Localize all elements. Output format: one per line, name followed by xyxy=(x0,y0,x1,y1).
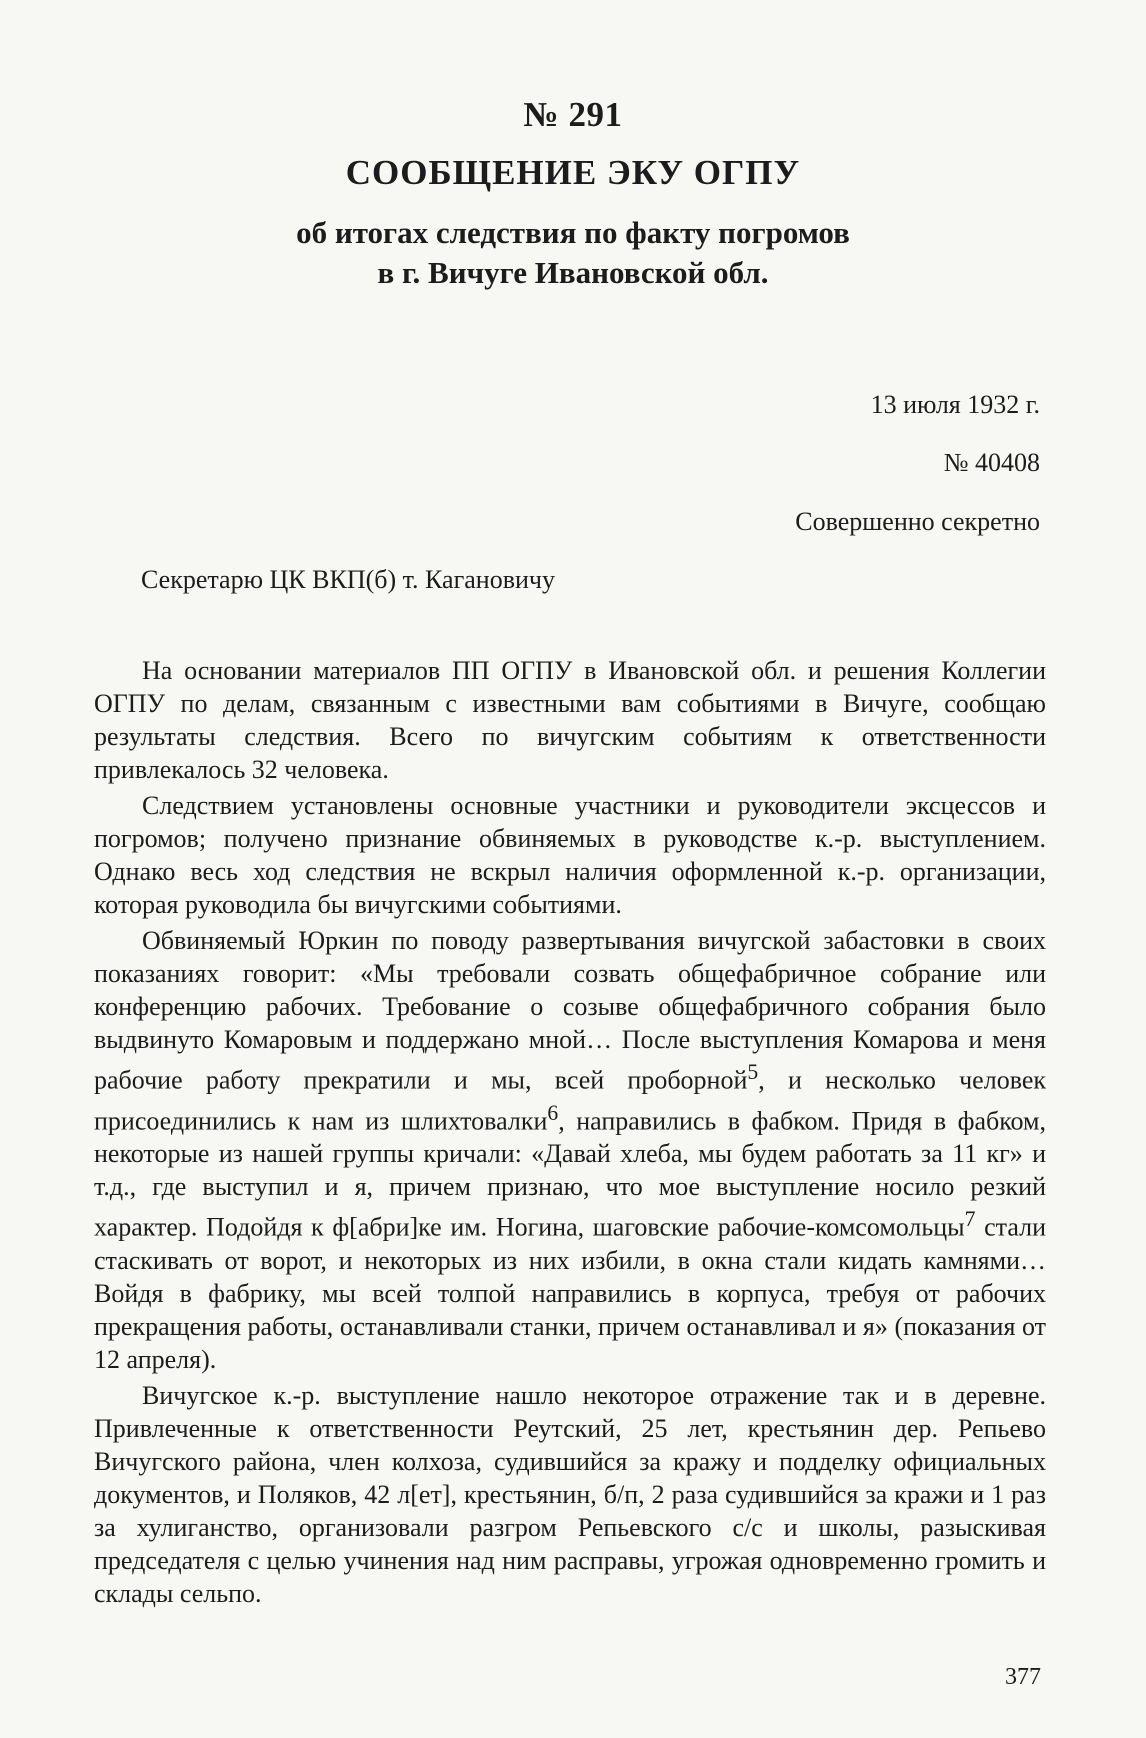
paragraph-2: Следствием установлены основные участники и руководители эксцессов и погромов; получено признание обвиняемых в руководстве к.-р. выступлением. Однако весь ход следствия не вскрыл наличия оформленной к.-р. организации, которая руководила бы вичугскими событиями. xyxy=(94,791,1046,919)
classification-label: Совершенно секретно xyxy=(795,507,1040,536)
page-number: 377 xyxy=(1005,1664,1041,1690)
paragraph-3-part-a: Обвиняемый Юркин по поводу развертывания вичугской забастовки в своих показаниях говорит: «Мы требовали созвать общефабричное собрание или конференцию рабочих. Требование о созыве общефабричного собрания было выдвинуто Комаровым и поддержано мной… После выступления Комарова и меня рабочие работу прекратили и мы, всей проборной xyxy=(94,926,1046,1095)
footnote-ref-6: 6 xyxy=(547,1100,559,1125)
subtitle-line-2: в г. Вичуге Ивановской обл. xyxy=(377,255,769,290)
paragraph-3-part-b: , и несколько человек присоединились к нам из шлихтовалки xyxy=(94,1065,1046,1136)
document-title: СООБЩЕНИЕ ЭКУ ОГПУ xyxy=(345,153,801,192)
document-number: № 291 xyxy=(523,95,623,134)
document-date: 13 июля 1932 г. xyxy=(870,390,1040,419)
paragraph-3 xyxy=(94,924,1046,1376)
paragraph-1: На основании материалов ПП ОГПУ в Ивановской обл. и решения Коллегии ОГПУ по делам, связанным с известными вам событиями в Вичуге, сообщаю результаты следствия. Всего по вичугским событиям к ответственности привлекалось 32 человека. xyxy=(94,656,1046,784)
addressee: Секретарю ЦК ВКП(б) т. Кагановичу xyxy=(141,565,555,594)
footnote-ref-7: 7 xyxy=(964,1207,976,1232)
document-subtitle xyxy=(0,213,1146,293)
document-body xyxy=(94,654,1046,1613)
paragraph-3-part-d: стали стаскивать от ворот, и некоторых из них избили, в окна стали кидать камнями… Войдя в фабрику, мы всей толпой направились в корпуса, требуя от рабочих прекращения работы, останавливали станки, причем останавливал и я» (показания от 12 апреля). xyxy=(94,1212,1046,1374)
paragraph-4: Вичугское к.-р. выступление нашло некоторое отражение так и в деревне. Привлеченные к ответственности Реутский, 25 лет, крестьянин дер. Репьево Вичугского района, член колхоза, судившийся за кражу и подделку официальных документов, и Поляков, 42 л[ет], крестьянин, б/п, 2 раза судившийся за кражи и 1 раз за хулиганство, организовали разгром Репьевского с/с и школы, разыскивая председателя с целью учинения над ним расправы, угрожая одновременно громить и склады сельпо. xyxy=(94,1380,1046,1608)
footnote-ref-5: 5 xyxy=(747,1060,759,1084)
paragraph-3-part-c: , направились в фабком. Придя в фабком, некоторые из нашей группы кричали: «Давай хлеба, мы будем работать за 11 кг» и т.д., где выступил и я, причем признаю, что мое выступление носило резкий характер. Подойдя к ф[абри]ке им. Ногина, шаговские рабочие-комсомольцы xyxy=(94,1106,1046,1242)
subtitle-line-1: об итогах следствия по факту погромов xyxy=(296,215,850,250)
registration-number: № 40408 xyxy=(943,448,1040,477)
